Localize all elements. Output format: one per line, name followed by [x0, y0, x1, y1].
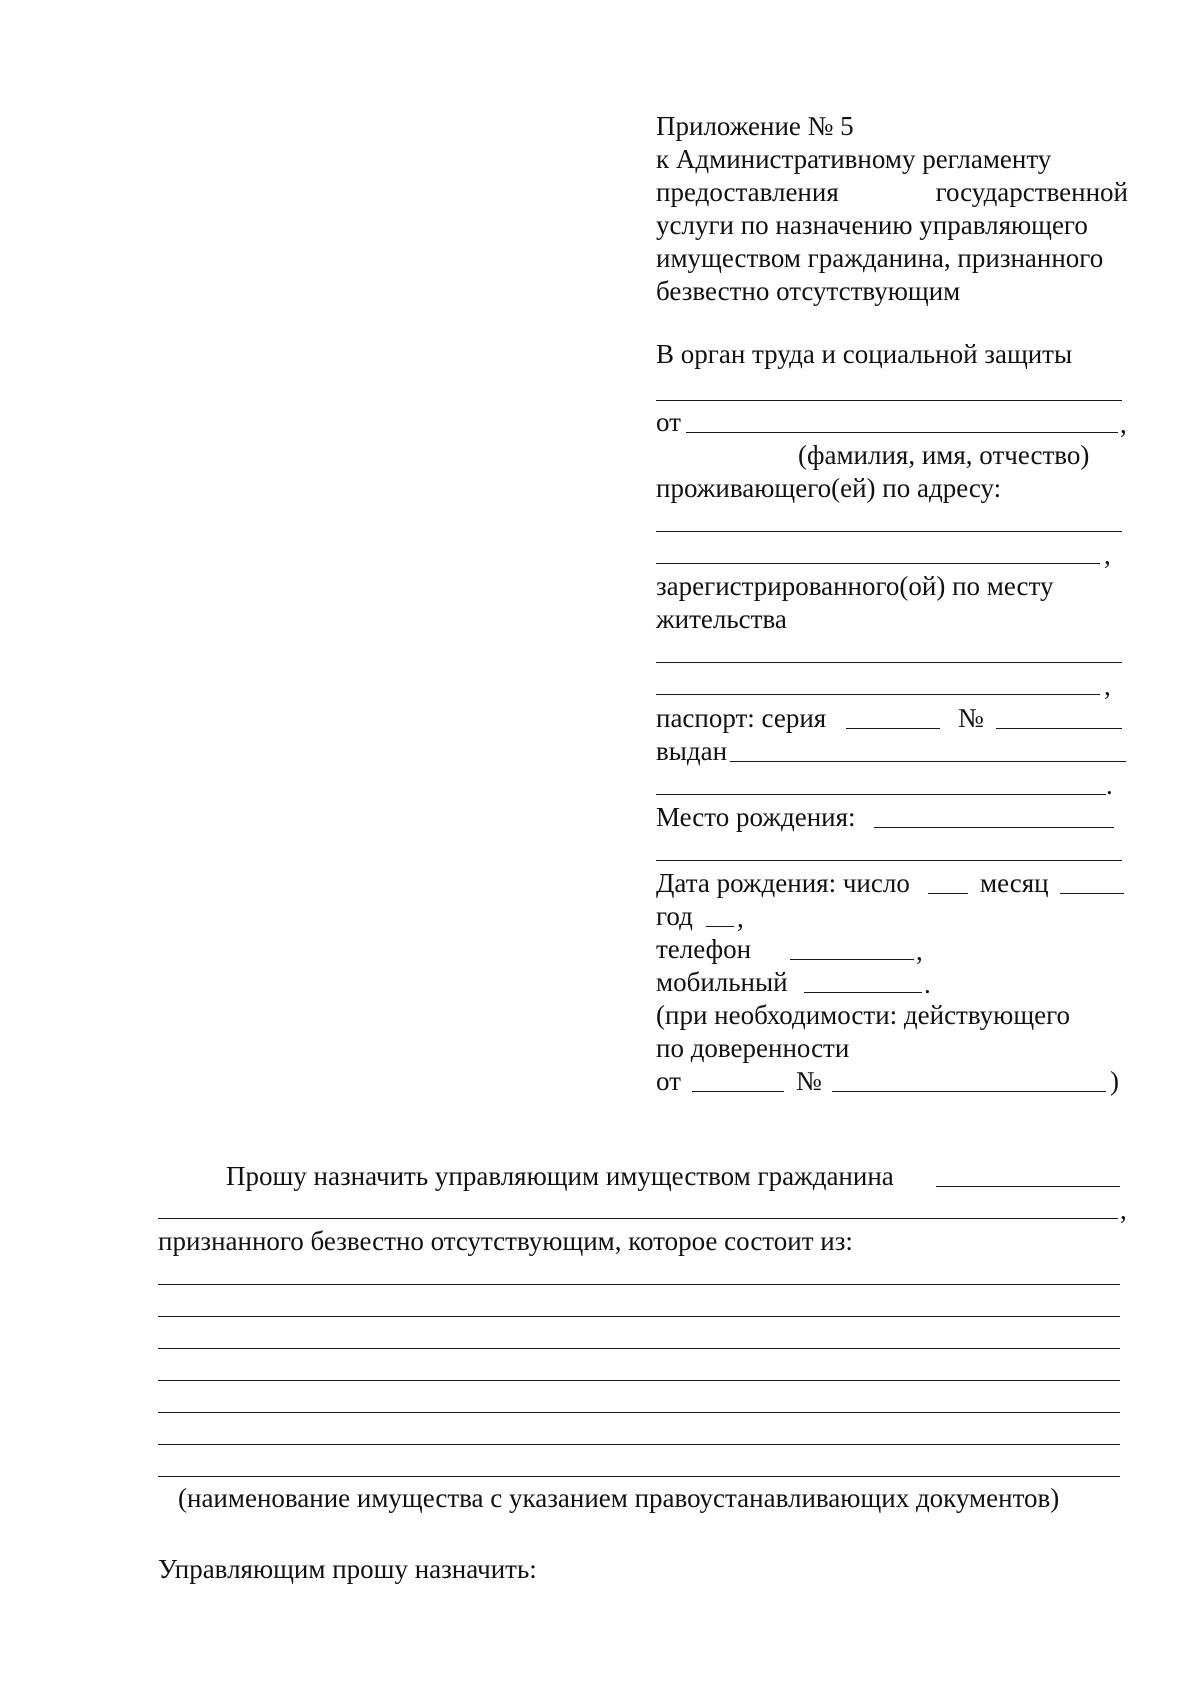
close-paren: ): [1110, 1066, 1119, 1096]
passport-number-field[interactable]: [996, 728, 1122, 729]
residence-word: жительства: [656, 604, 787, 634]
residing-label: проживающего(ей) по адресу:: [656, 473, 1002, 503]
birthplace-label: Место рождения:: [656, 802, 856, 832]
address-field-1[interactable]: [656, 531, 1122, 532]
phone-field[interactable]: [790, 959, 914, 960]
birth-year-field[interactable]: [706, 926, 734, 927]
year-label: год: [656, 901, 693, 931]
regulation-reference: к Административному регламенту: [656, 144, 1052, 174]
birthdate-label: Дата рождения: число: [656, 868, 910, 898]
applicant-name-field[interactable]: [686, 432, 1118, 433]
passport-series-field[interactable]: [846, 728, 940, 729]
month-label: месяц: [980, 868, 1049, 898]
property-line-6[interactable]: [158, 1444, 1120, 1445]
registered-label: зарегистрированного(ой) по месту: [656, 571, 1054, 601]
period: .: [1106, 770, 1113, 800]
registration-field-1[interactable]: [656, 662, 1122, 663]
regulation-line-6: безвестно отсутствующим: [656, 276, 961, 306]
proxy-from-label: от: [656, 1066, 681, 1096]
comma: ,: [1120, 409, 1127, 439]
birthplace-field-1[interactable]: [874, 827, 1114, 828]
proxy-note-line-2: по доверенности: [656, 1033, 850, 1063]
to-organ-label: В орган труда и социальной защиты: [656, 339, 1073, 369]
mobile-field[interactable]: [804, 992, 922, 993]
citizen-name-field-1[interactable]: [936, 1186, 1120, 1187]
regulation-line-4: услуги по назначению управляющего: [656, 210, 1088, 240]
comma: ,: [1120, 1195, 1127, 1225]
passport-number-sign: №: [958, 703, 984, 733]
issued-by-field-2[interactable]: [656, 794, 1106, 795]
proxy-number-field[interactable]: [832, 1091, 1106, 1092]
regulation-line-5: имуществом гражданина, признанного: [656, 243, 1104, 273]
organ-name-field[interactable]: [656, 400, 1122, 401]
registration-field-2[interactable]: [656, 694, 1100, 695]
appendix-title: Приложение № 5: [656, 111, 854, 141]
phone-label: телефон: [656, 934, 752, 964]
regulation-line-3: [656, 176, 1128, 208]
passport-series-label: паспорт: серия: [656, 703, 827, 733]
fio-hint: (фамилия, имя, отчество): [798, 440, 1090, 470]
period: .: [924, 969, 931, 999]
birthplace-field-2[interactable]: [656, 860, 1122, 861]
issued-label: выдан: [656, 736, 728, 766]
address-field-2[interactable]: [656, 563, 1100, 564]
property-line-1[interactable]: [158, 1284, 1120, 1285]
comma: ,: [1104, 671, 1111, 701]
property-line-4[interactable]: [158, 1380, 1120, 1381]
comma: ,: [1104, 540, 1111, 570]
issued-by-field-1[interactable]: [730, 761, 1126, 762]
birth-month-field[interactable]: [1060, 893, 1124, 894]
recognized-missing-text: признанного безвестно отсутствующим, которое состоит из:: [158, 1226, 853, 1256]
property-line-3[interactable]: [158, 1348, 1120, 1349]
property-hint: (наименование имущества с указанием правоустанавливающих документов): [178, 1483, 1060, 1513]
manager-label: Управляющим прошу назначить:: [158, 1554, 537, 1584]
birth-day-field[interactable]: [928, 893, 968, 894]
proxy-date-field[interactable]: [692, 1091, 784, 1092]
proxy-number-sign: №: [796, 1066, 822, 1096]
property-line-5[interactable]: [158, 1412, 1120, 1413]
comma: ,: [737, 903, 744, 933]
from-label: от: [656, 407, 681, 437]
regulation-word-state: государственной: [935, 177, 1128, 207]
property-line-7[interactable]: [158, 1476, 1120, 1477]
request-text: Прошу назначить управляющим имуществом гражданина: [226, 1161, 894, 1191]
property-line-2[interactable]: [158, 1316, 1120, 1317]
comma: ,: [916, 936, 923, 966]
mobile-label: мобильный: [656, 967, 788, 997]
citizen-name-field-2[interactable]: [158, 1218, 1118, 1219]
regulation-word-provision: предоставления: [656, 177, 839, 207]
proxy-note-line-1: (при необходимости: действующего: [656, 1000, 1071, 1030]
